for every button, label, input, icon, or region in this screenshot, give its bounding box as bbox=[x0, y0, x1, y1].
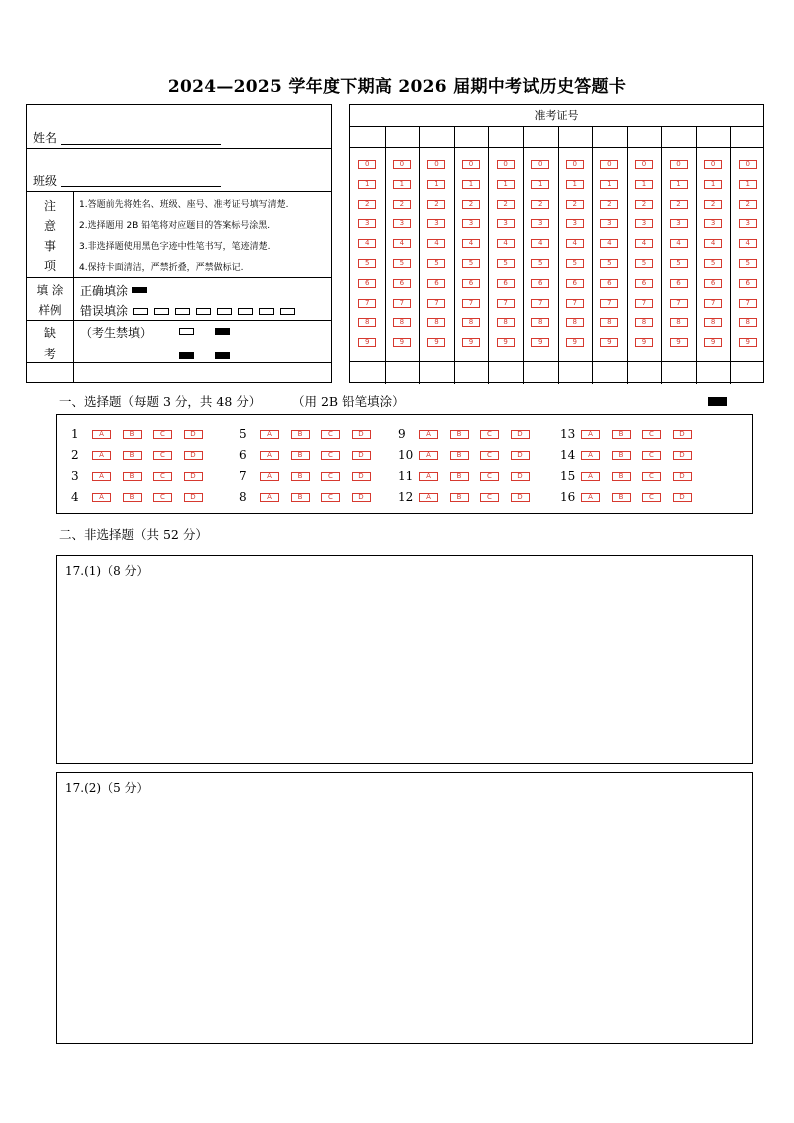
option-bubble-q2-D[interactable]: D bbox=[184, 451, 203, 460]
id-bubble-col2-8[interactable]: 8 bbox=[393, 318, 411, 327]
option-bubble-q2-B[interactable]: B bbox=[123, 451, 142, 460]
option-bubble-q10-D[interactable]: D bbox=[511, 451, 530, 460]
id-bubble-col10-0[interactable]: 0 bbox=[670, 160, 688, 169]
option-bubble-q2-A[interactable]: A bbox=[92, 451, 111, 460]
id-bubble-col10-1[interactable]: 1 bbox=[670, 180, 688, 189]
id-bubble-col7-5[interactable]: 5 bbox=[566, 259, 584, 268]
option-bubble-q4-C[interactable]: C bbox=[153, 493, 172, 502]
id-bubble-col5-4[interactable]: 4 bbox=[497, 239, 515, 248]
option-bubble-q14-B[interactable]: B bbox=[612, 451, 631, 460]
timing-mark bbox=[708, 397, 727, 406]
option-bubble-q8-C[interactable]: C bbox=[321, 493, 340, 502]
option-bubble-q7-C[interactable]: C bbox=[321, 472, 340, 481]
name-field[interactable] bbox=[61, 131, 221, 145]
option-bubble-q13-B[interactable]: B bbox=[612, 430, 631, 439]
id-bubble-col5-7[interactable]: 7 bbox=[497, 299, 515, 308]
id-bubble-col8-5[interactable]: 5 bbox=[600, 259, 618, 268]
class-field[interactable] bbox=[61, 173, 221, 187]
id-bubble-col8-1[interactable]: 1 bbox=[600, 180, 618, 189]
note-3: 3.非选择题使用黑色字迹中性笔书写，笔迹清楚. bbox=[79, 242, 271, 252]
option-bubble-q8-D[interactable]: D bbox=[352, 493, 371, 502]
id-bubble-col1-0[interactable]: 0 bbox=[358, 160, 376, 169]
option-bubble-q3-D[interactable]: D bbox=[184, 472, 203, 481]
id-bubble-col8-7[interactable]: 7 bbox=[600, 299, 618, 308]
id-bubble-col4-2[interactable]: 2 bbox=[462, 200, 480, 209]
id-bubble-col4-5[interactable]: 5 bbox=[462, 259, 480, 268]
id-bubble-col11-7[interactable]: 7 bbox=[704, 299, 722, 308]
option-bubble-q8-A[interactable]: A bbox=[260, 493, 279, 502]
id-bubble-col3-7[interactable]: 7 bbox=[427, 299, 445, 308]
id-bubble-col7-2[interactable]: 2 bbox=[566, 200, 584, 209]
id-bubble-col9-5[interactable]: 5 bbox=[635, 259, 653, 268]
id-bubble-col11-1[interactable]: 1 bbox=[704, 180, 722, 189]
option-bubble-q5-B[interactable]: B bbox=[291, 430, 310, 439]
id-bubble-col9-4[interactable]: 4 bbox=[635, 239, 653, 248]
exam-id-table bbox=[349, 104, 764, 383]
question-number-2: 2 bbox=[71, 448, 79, 462]
question-number-5: 5 bbox=[239, 427, 247, 441]
id-bubble-col7-7[interactable]: 7 bbox=[566, 299, 584, 308]
option-bubble-q11-A[interactable]: A bbox=[419, 472, 438, 481]
id-bubble-col6-9[interactable]: 9 bbox=[531, 338, 549, 347]
section2-title: 二、非选择题（共 52 分） bbox=[59, 527, 208, 542]
option-bubble-q15-B[interactable]: B bbox=[612, 472, 631, 481]
id-bubble-col5-1[interactable]: 1 bbox=[497, 180, 515, 189]
id-bubble-col8-0[interactable]: 0 bbox=[600, 160, 618, 169]
answer-box-17-1[interactable] bbox=[56, 555, 753, 764]
id-bubble-col11-5[interactable]: 5 bbox=[704, 259, 722, 268]
absent-bubble[interactable] bbox=[179, 328, 194, 335]
id-bubble-col10-6[interactable]: 6 bbox=[670, 279, 688, 288]
id-bubble-col6-5[interactable]: 5 bbox=[531, 259, 549, 268]
answer-label-17-2: 17.(2)（5 分） bbox=[65, 781, 149, 795]
absent-mark-2 bbox=[179, 352, 194, 359]
student-info-box bbox=[26, 104, 332, 383]
id-bubble-col8-6[interactable]: 6 bbox=[600, 279, 618, 288]
id-bubble-col2-0[interactable]: 0 bbox=[393, 160, 411, 169]
id-bubble-col5-6[interactable]: 6 bbox=[497, 279, 515, 288]
id-bubble-col10-8[interactable]: 8 bbox=[670, 318, 688, 327]
option-bubble-q16-C[interactable]: C bbox=[642, 493, 661, 502]
id-bubble-col4-6[interactable]: 6 bbox=[462, 279, 480, 288]
id-bubble-col3-0[interactable]: 0 bbox=[427, 160, 445, 169]
id-bubble-col4-8[interactable]: 8 bbox=[462, 318, 480, 327]
id-bubble-col12-9[interactable]: 9 bbox=[739, 338, 757, 347]
option-bubble-q12-C[interactable]: C bbox=[480, 493, 499, 502]
correct-fill-sample bbox=[132, 287, 147, 293]
id-bubble-col7-0[interactable]: 0 bbox=[566, 160, 584, 169]
option-bubble-q7-D[interactable]: D bbox=[352, 472, 371, 481]
option-bubble-q4-D[interactable]: D bbox=[184, 493, 203, 502]
option-bubble-q11-B[interactable]: B bbox=[450, 472, 469, 481]
option-bubble-q1-B[interactable]: B bbox=[123, 430, 142, 439]
notes-char-2: 意 bbox=[43, 219, 56, 233]
option-bubble-q11-D[interactable]: D bbox=[511, 472, 530, 481]
wrong-sample-bar bbox=[280, 308, 295, 315]
name-label: 姓名 bbox=[33, 131, 58, 145]
note-2: 2.选择题用 2B 铅笔将对应题目的答案标号涂黑. bbox=[79, 221, 271, 231]
id-bubble-col11-2[interactable]: 2 bbox=[704, 200, 722, 209]
option-bubble-q12-D[interactable]: D bbox=[511, 493, 530, 502]
option-bubble-q14-C[interactable]: C bbox=[642, 451, 661, 460]
id-bubble-col1-4[interactable]: 4 bbox=[358, 239, 376, 248]
id-bubble-col5-3[interactable]: 3 bbox=[497, 219, 515, 228]
id-bubble-col5-0[interactable]: 0 bbox=[497, 160, 515, 169]
option-bubble-q6-D[interactable]: D bbox=[352, 451, 371, 460]
id-bubble-col10-3[interactable]: 3 bbox=[670, 219, 688, 228]
id-bubble-col9-7[interactable]: 7 bbox=[635, 299, 653, 308]
id-bubble-col6-0[interactable]: 0 bbox=[531, 160, 549, 169]
fill-sample-label-2: 样例 bbox=[38, 303, 62, 317]
id-bubble-col6-3[interactable]: 3 bbox=[531, 219, 549, 228]
question-number-16: 16 bbox=[560, 490, 576, 504]
id-bubble-col11-9[interactable]: 9 bbox=[704, 338, 722, 347]
option-bubble-q9-B[interactable]: B bbox=[450, 430, 469, 439]
id-bubble-col7-3[interactable]: 3 bbox=[566, 219, 584, 228]
id-bubble-col4-4[interactable]: 4 bbox=[462, 239, 480, 248]
id-bubble-col3-9[interactable]: 9 bbox=[427, 338, 445, 347]
option-bubble-q9-A[interactable]: A bbox=[419, 430, 438, 439]
option-bubble-q16-B[interactable]: B bbox=[612, 493, 631, 502]
option-bubble-q6-C[interactable]: C bbox=[321, 451, 340, 460]
option-bubble-q13-A[interactable]: A bbox=[581, 430, 600, 439]
absent-mark-3 bbox=[215, 352, 230, 359]
section1-title: 一、选择题（每题 3 分，共 48 分） bbox=[59, 394, 262, 409]
id-bubble-col8-4[interactable]: 4 bbox=[600, 239, 618, 248]
wrong-sample-cross bbox=[259, 308, 274, 315]
id-bubble-col7-4[interactable]: 4 bbox=[566, 239, 584, 248]
id-bubble-col3-6[interactable]: 6 bbox=[427, 279, 445, 288]
option-bubble-q2-C[interactable]: C bbox=[153, 451, 172, 460]
option-bubble-q9-C[interactable]: C bbox=[480, 430, 499, 439]
id-bubble-col9-1[interactable]: 1 bbox=[635, 180, 653, 189]
id-bubble-col4-9[interactable]: 9 bbox=[462, 338, 480, 347]
question-number-1: 1 bbox=[71, 427, 79, 441]
id-bubble-col9-2[interactable]: 2 bbox=[635, 200, 653, 209]
id-bubble-col2-5[interactable]: 5 bbox=[393, 259, 411, 268]
question-number-14: 14 bbox=[560, 448, 576, 462]
id-bubble-col12-0[interactable]: 0 bbox=[739, 160, 757, 169]
correct-fill-label: 正确填涂 bbox=[80, 284, 129, 298]
id-bubble-col1-6[interactable]: 6 bbox=[358, 279, 376, 288]
option-bubble-q1-D[interactable]: D bbox=[184, 430, 203, 439]
id-bubble-col11-0[interactable]: 0 bbox=[704, 160, 722, 169]
id-bubble-col3-2[interactable]: 2 bbox=[427, 200, 445, 209]
wrong-sample-slash bbox=[196, 308, 211, 315]
id-bubble-col11-6[interactable]: 6 bbox=[704, 279, 722, 288]
option-bubble-q5-A[interactable]: A bbox=[260, 430, 279, 439]
notes-char-4: 项 bbox=[43, 259, 56, 273]
id-bubble-col2-9[interactable]: 9 bbox=[393, 338, 411, 347]
id-bubble-col12-2[interactable]: 2 bbox=[739, 200, 757, 209]
question-number-7: 7 bbox=[239, 469, 247, 483]
absent-note: （考生禁填） bbox=[80, 326, 153, 340]
option-bubble-q15-C[interactable]: C bbox=[642, 472, 661, 481]
question-number-15: 15 bbox=[560, 469, 576, 483]
option-bubble-q5-C[interactable]: C bbox=[321, 430, 340, 439]
wrong-sample-dot bbox=[217, 308, 232, 315]
section1-note: （用 2B 铅笔填涂） bbox=[292, 394, 405, 409]
id-bubble-col11-4[interactable]: 4 bbox=[704, 239, 722, 248]
id-bubble-col3-4[interactable]: 4 bbox=[427, 239, 445, 248]
question-number-12: 12 bbox=[398, 490, 414, 504]
id-bubble-col8-3[interactable]: 3 bbox=[600, 219, 618, 228]
id-bubble-col6-8[interactable]: 8 bbox=[531, 318, 549, 327]
id-bubble-col10-2[interactable]: 2 bbox=[670, 200, 688, 209]
id-bubble-col5-5[interactable]: 5 bbox=[497, 259, 515, 268]
multiple-choice-box bbox=[56, 414, 753, 514]
option-bubble-q10-B[interactable]: B bbox=[450, 451, 469, 460]
class-label: 班级 bbox=[33, 174, 58, 188]
option-bubble-q3-C[interactable]: C bbox=[153, 472, 172, 481]
exam-id-header: 准考证号 bbox=[350, 105, 763, 127]
id-bubble-col2-2[interactable]: 2 bbox=[393, 200, 411, 209]
id-bubble-col3-3[interactable]: 3 bbox=[427, 219, 445, 228]
option-bubble-q12-A[interactable]: A bbox=[419, 493, 438, 502]
option-bubble-q3-A[interactable]: A bbox=[92, 472, 111, 481]
id-bubble-col1-2[interactable]: 2 bbox=[358, 200, 376, 209]
option-bubble-q8-B[interactable]: B bbox=[291, 493, 310, 502]
id-bubble-col7-6[interactable]: 6 bbox=[566, 279, 584, 288]
wrong-fill-label: 错误填涂 bbox=[80, 304, 129, 318]
question-number-8: 8 bbox=[239, 490, 247, 504]
id-bubble-col1-5[interactable]: 5 bbox=[358, 259, 376, 268]
option-bubble-q13-C[interactable]: C bbox=[642, 430, 661, 439]
absent-char-1: 缺 bbox=[43, 326, 56, 340]
wrong-sample-check bbox=[133, 308, 148, 315]
option-bubble-q1-A[interactable]: A bbox=[92, 430, 111, 439]
note-1: 1.答题前先将姓名、班级、座号、准考证号填写清楚. bbox=[79, 200, 289, 210]
option-bubble-q13-D[interactable]: D bbox=[673, 430, 692, 439]
id-bubble-col8-8[interactable]: 8 bbox=[600, 318, 618, 327]
absent-char-2: 考 bbox=[43, 347, 56, 361]
absent-mark bbox=[215, 328, 230, 335]
question-number-11: 11 bbox=[398, 469, 414, 483]
id-bubble-col6-2[interactable]: 2 bbox=[531, 200, 549, 209]
id-bubble-col4-0[interactable]: 0 bbox=[462, 160, 480, 169]
id-bubble-col11-8[interactable]: 8 bbox=[704, 318, 722, 327]
option-bubble-q1-C[interactable]: C bbox=[153, 430, 172, 439]
option-bubble-q6-A[interactable]: A bbox=[260, 451, 279, 460]
fill-sample-label-1: 填 涂 bbox=[36, 283, 64, 297]
option-bubble-q16-A[interactable]: A bbox=[581, 493, 600, 502]
id-bubble-col9-8[interactable]: 8 bbox=[635, 318, 653, 327]
option-bubble-q15-D[interactable]: D bbox=[673, 472, 692, 481]
id-bubble-col3-5[interactable]: 5 bbox=[427, 259, 445, 268]
option-bubble-q11-C[interactable]: C bbox=[480, 472, 499, 481]
wrong-sample-backslash-2 bbox=[175, 308, 190, 315]
note-4: 4.保持卡面清洁，严禁折叠，严禁做标记. bbox=[79, 263, 244, 273]
option-bubble-q4-A[interactable]: A bbox=[92, 493, 111, 502]
id-bubble-col1-8[interactable]: 8 bbox=[358, 318, 376, 327]
id-bubble-col11-3[interactable]: 3 bbox=[704, 219, 722, 228]
id-bubble-col9-9[interactable]: 9 bbox=[635, 338, 653, 347]
id-bubble-col1-1[interactable]: 1 bbox=[358, 180, 376, 189]
id-bubble-col12-8[interactable]: 8 bbox=[739, 318, 757, 327]
id-bubble-col2-6[interactable]: 6 bbox=[393, 279, 411, 288]
id-bubble-col4-1[interactable]: 1 bbox=[462, 180, 480, 189]
id-bubble-col4-3[interactable]: 3 bbox=[462, 219, 480, 228]
id-bubble-col12-4[interactable]: 4 bbox=[739, 239, 757, 248]
option-bubble-q15-A[interactable]: A bbox=[581, 472, 600, 481]
option-bubble-q5-D[interactable]: D bbox=[352, 430, 371, 439]
wrong-sample-oval bbox=[238, 308, 253, 315]
id-bubble-col5-8[interactable]: 8 bbox=[497, 318, 515, 327]
id-bubble-col9-0[interactable]: 0 bbox=[635, 160, 653, 169]
option-bubble-q16-D[interactable]: D bbox=[673, 493, 692, 502]
id-bubble-col6-6[interactable]: 6 bbox=[531, 279, 549, 288]
id-bubble-col12-1[interactable]: 1 bbox=[739, 180, 757, 189]
option-bubble-q10-C[interactable]: C bbox=[480, 451, 499, 460]
id-bubble-col12-3[interactable]: 3 bbox=[739, 219, 757, 228]
question-number-4: 4 bbox=[71, 490, 79, 504]
question-number-9: 9 bbox=[398, 427, 406, 441]
id-bubble-col2-1[interactable]: 1 bbox=[393, 180, 411, 189]
question-number-10: 10 bbox=[398, 448, 414, 462]
id-bubble-col2-4[interactable]: 4 bbox=[393, 239, 411, 248]
option-bubble-q10-A[interactable]: A bbox=[419, 451, 438, 460]
id-bubble-col10-4[interactable]: 4 bbox=[670, 239, 688, 248]
answer-box-17-2[interactable] bbox=[56, 772, 753, 1044]
answer-label-17-1: 17.(1)（8 分） bbox=[65, 564, 149, 578]
option-bubble-q7-B[interactable]: B bbox=[291, 472, 310, 481]
id-bubble-col2-3[interactable]: 3 bbox=[393, 219, 411, 228]
id-bubble-col10-9[interactable]: 9 bbox=[670, 338, 688, 347]
option-bubble-q9-D[interactable]: D bbox=[511, 430, 530, 439]
id-bubble-col10-7[interactable]: 7 bbox=[670, 299, 688, 308]
id-bubble-col12-6[interactable]: 6 bbox=[739, 279, 757, 288]
id-bubble-col7-9[interactable]: 9 bbox=[566, 338, 584, 347]
option-bubble-q6-B[interactable]: B bbox=[291, 451, 310, 460]
page-title: 2024—2025 学年度下期高 2026 届期中考试历史答题卡 bbox=[167, 77, 627, 97]
option-bubble-q4-B[interactable]: B bbox=[123, 493, 142, 502]
id-bubble-col5-9[interactable]: 9 bbox=[497, 338, 515, 347]
question-number-3: 3 bbox=[71, 469, 79, 483]
id-bubble-col1-7[interactable]: 7 bbox=[358, 299, 376, 308]
notes-char-3: 事 bbox=[43, 239, 56, 253]
option-bubble-q14-A[interactable]: A bbox=[581, 451, 600, 460]
id-bubble-col8-9[interactable]: 9 bbox=[600, 338, 618, 347]
question-number-6: 6 bbox=[239, 448, 247, 462]
option-bubble-q14-D[interactable]: D bbox=[673, 451, 692, 460]
notes-char-1: 注 bbox=[43, 199, 56, 213]
id-bubble-col6-7[interactable]: 7 bbox=[531, 299, 549, 308]
id-bubble-col9-6[interactable]: 6 bbox=[635, 279, 653, 288]
option-bubble-q3-B[interactable]: B bbox=[123, 472, 142, 481]
option-bubble-q7-A[interactable]: A bbox=[260, 472, 279, 481]
id-bubble-col1-3[interactable]: 3 bbox=[358, 219, 376, 228]
id-bubble-col9-3[interactable]: 3 bbox=[635, 219, 653, 228]
id-bubble-col3-1[interactable]: 1 bbox=[427, 180, 445, 189]
id-bubble-col5-2[interactable]: 2 bbox=[497, 200, 515, 209]
id-bubble-col12-7[interactable]: 7 bbox=[739, 299, 757, 308]
id-bubble-col7-1[interactable]: 1 bbox=[566, 180, 584, 189]
id-bubble-col10-5[interactable]: 5 bbox=[670, 259, 688, 268]
id-bubble-col7-8[interactable]: 8 bbox=[566, 318, 584, 327]
wrong-sample-backslash bbox=[154, 308, 169, 315]
question-number-13: 13 bbox=[560, 427, 576, 441]
id-bubble-col6-1[interactable]: 1 bbox=[531, 180, 549, 189]
id-bubble-col8-2[interactable]: 2 bbox=[600, 200, 618, 209]
option-bubble-q12-B[interactable]: B bbox=[450, 493, 469, 502]
id-bubble-col4-7[interactable]: 7 bbox=[462, 299, 480, 308]
id-bubble-col6-4[interactable]: 4 bbox=[531, 239, 549, 248]
id-bubble-col1-9[interactable]: 9 bbox=[358, 338, 376, 347]
id-bubble-col12-5[interactable]: 5 bbox=[739, 259, 757, 268]
id-bubble-col2-7[interactable]: 7 bbox=[393, 299, 411, 308]
id-bubble-col3-8[interactable]: 8 bbox=[427, 318, 445, 327]
